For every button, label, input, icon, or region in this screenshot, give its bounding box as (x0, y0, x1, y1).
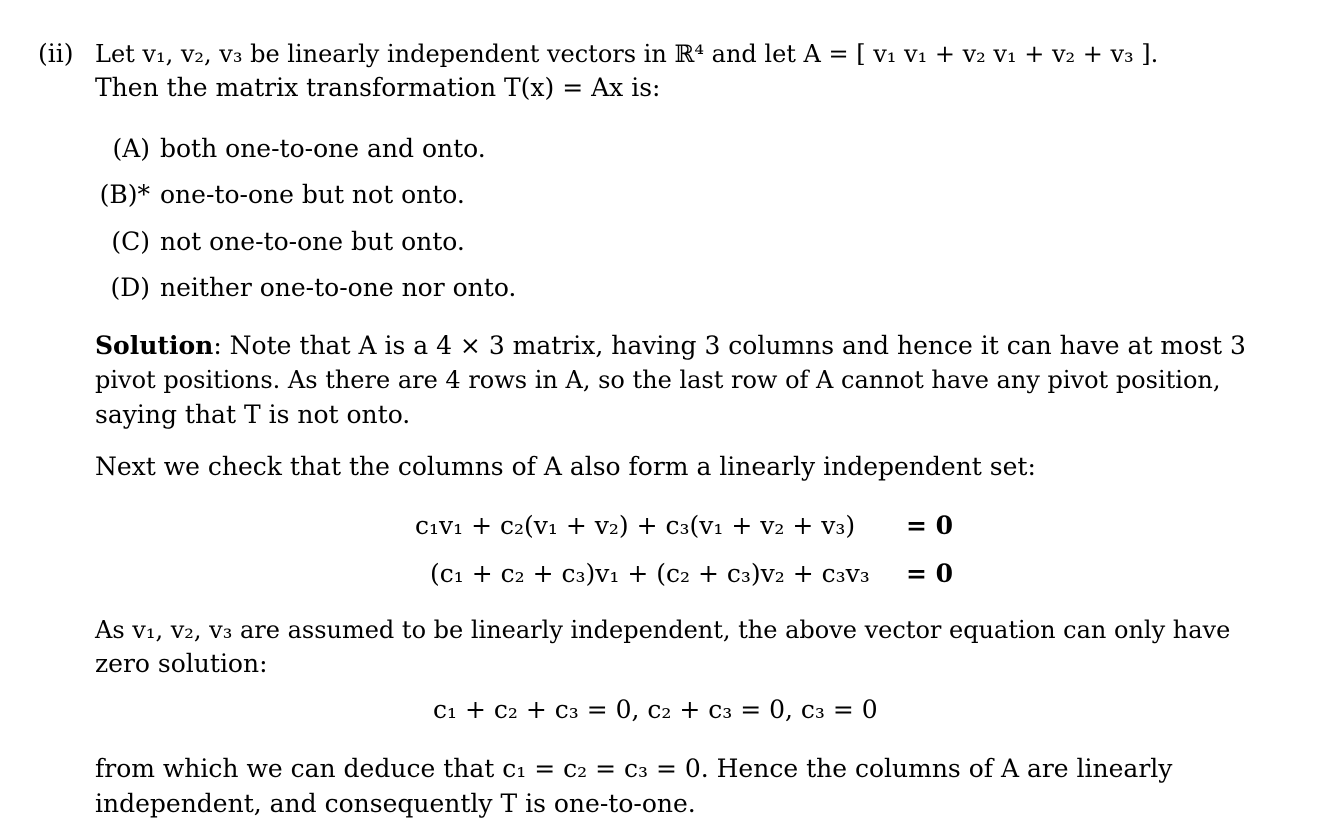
option-c-text: not one-to-one but onto. (160, 227, 465, 256)
option-c-label: (C) (111, 227, 150, 256)
solution-heading: Solution (95, 331, 214, 360)
solution-p1-line-1-text: : Note that A is a 4 × 3 matrix, having 3 columns and hence it can have at most 3 (213, 331, 1246, 360)
question-line-2: Then the matrix transformation T(x) = Ax is: (95, 73, 661, 102)
solution-p1-line-3: saying that T is not onto. (95, 400, 411, 429)
solution-p3-line-1: As v₁, v₂, v₃ are assumed to be linearly independent, the above vector equation can only have (95, 616, 1231, 644)
option-a-text: both one-to-one and onto. (160, 134, 486, 163)
equation-3: c₁ + c₂ + c₃ = 0, c₂ + c₃ = 0, c₃ = 0 (433, 695, 878, 724)
option-d-label: (D) (110, 273, 150, 302)
equation-1-rhs: = 0 (906, 511, 954, 540)
solution-p1-line-1 (95, 330, 1246, 362)
solution-p4-line-2: independent, and consequently T is one-to-one. (95, 789, 696, 818)
solution-p4-line-1: from which we can deduce that c₁ = c₂ = c₃ = 0. Hence the columns of A are linearly (95, 754, 1173, 783)
option-a-label: (A) (112, 134, 150, 163)
option-b-text: one-to-one but not onto. (160, 180, 465, 209)
option-d-text: neither one-to-one nor onto. (160, 273, 517, 302)
equation-2-rhs: = 0 (906, 559, 954, 588)
solution-p1-line-2: pivot positions. As there are 4 rows in A, so the last row of A cannot have any pivot position, (95, 366, 1221, 394)
question-line-1: Let v₁, v₂, v₃ be linearly independent vectors in ℝ⁴ and let A = [ v₁ v₁ + v₂ v₁ + v₂ + v₃ ]. (95, 40, 1159, 68)
equation-2-lhs: (c₁ + c₂ + c₃)v₁ + (c₂ + c₃)v₂ + c₃v₃ (430, 559, 870, 588)
solution-p3-line-2: zero solution: (95, 649, 268, 678)
question-label: (ii) (38, 39, 74, 68)
solution-p2-line-1: Next we check that the columns of A also form a linearly independent set: (95, 452, 1036, 481)
option-b-label: (B)* (99, 180, 150, 209)
equation-1-lhs: c₁v₁ + c₂(v₁ + v₂) + c₃(v₁ + v₂ + v₃) (415, 511, 856, 540)
